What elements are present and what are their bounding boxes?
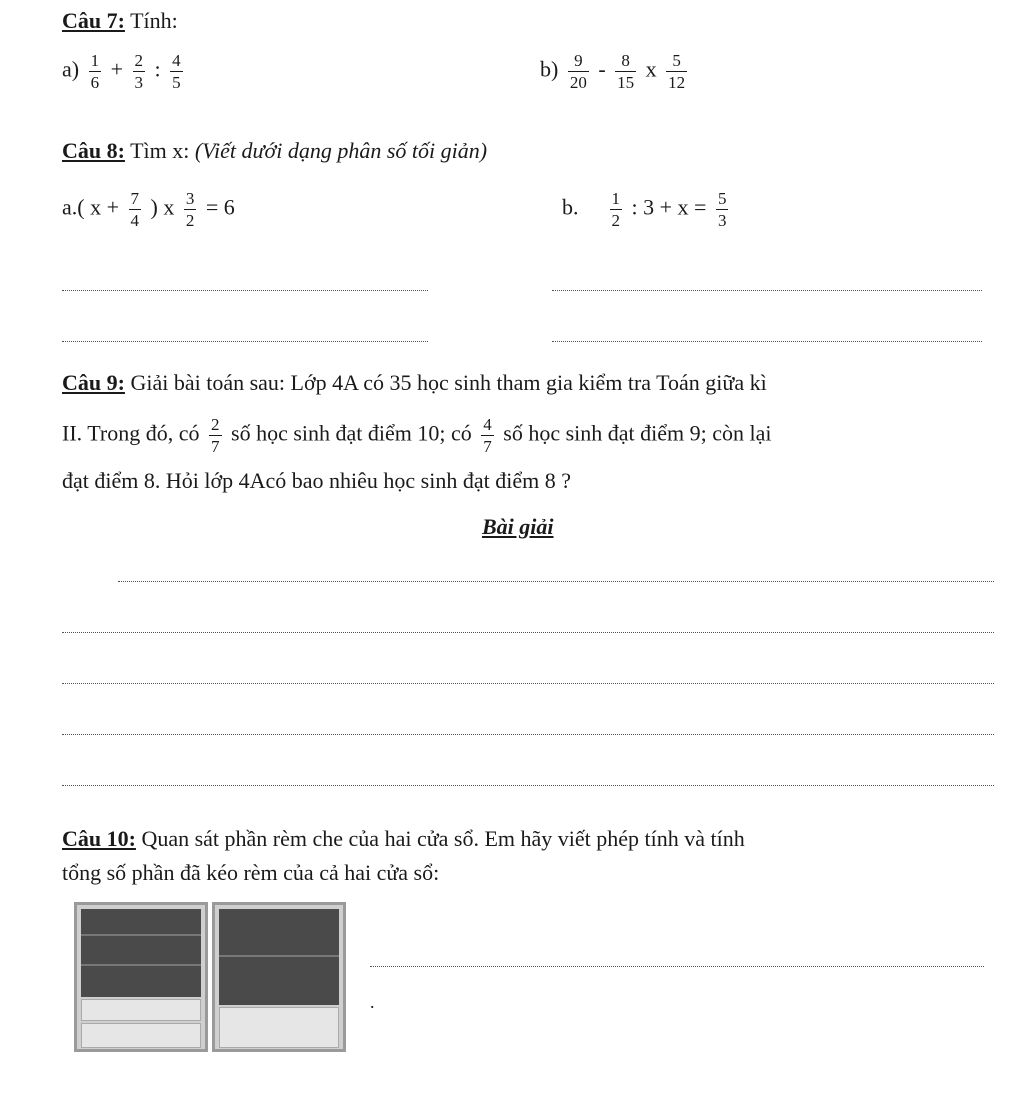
fraction-numerator: 2 [211,415,220,434]
q8-part-a [62,190,235,229]
fraction-bar [170,71,183,72]
curtain [81,909,201,997]
answer-line[interactable] [62,632,994,633]
fraction-denominator: 3 [717,211,727,230]
q8-text: Tìm x: [130,138,190,163]
q9-line3 [62,468,571,494]
fraction-numerator: 7 [130,189,139,208]
q8-label: Câu 8: [62,138,125,163]
window-left [74,902,208,1052]
q9-text: số học sinh đạt điểm 9; còn lại [503,420,772,446]
curtain-fold [219,955,339,957]
q7-part-b [540,52,691,91]
fraction-denominator: 2 [611,211,620,230]
fraction-bar [89,71,102,72]
fraction-denominator: 2 [185,211,195,230]
fraction-bar [129,209,142,210]
q7-title [62,8,178,34]
q8b-prefix: b. [562,194,579,220]
fraction-denominator: 7 [483,437,492,456]
fraction-numerator: 3 [185,189,195,208]
fraction-numerator: 5 [672,51,681,70]
fraction-denominator: 15 [617,73,635,92]
window-pane [81,1023,201,1048]
fraction [716,190,729,229]
trailing-mark: . [370,992,375,1012]
fraction-bar [481,435,494,436]
answer-line[interactable] [62,683,994,684]
window-pane [81,999,201,1021]
fraction-bar [184,209,197,210]
fraction-bar [610,209,623,210]
answer-line[interactable] [62,785,994,786]
answer-line[interactable] [552,290,982,291]
q9-line2 [62,416,772,455]
q10-line2 [62,860,439,886]
operator: + [110,56,124,82]
q8-title [62,138,487,164]
q9-text: II. Trong đó, có [62,420,200,446]
fraction [170,52,183,91]
fraction-bar [666,71,687,72]
fraction-denominator: 12 [668,73,686,92]
fraction [129,190,142,229]
q7-part-a [62,52,187,91]
solution-heading: Bài giải [482,514,554,539]
curtain [219,909,339,1005]
fraction-denominator: 3 [134,73,144,92]
q8a-end: = 6 [205,194,235,220]
answer-line[interactable] [370,966,984,967]
fraction [133,52,146,91]
operator: - [598,56,606,82]
fraction-denominator: 5 [172,73,181,92]
fraction-denominator: 7 [211,437,220,456]
fraction [481,416,494,455]
fraction-denominator: 6 [90,73,100,92]
q7-text: Tính: [130,8,178,33]
operator: : [154,56,161,82]
fraction [184,190,197,229]
q8-part-b [562,190,732,229]
answer-line[interactable] [552,341,982,342]
fraction-numerator: 5 [717,189,727,208]
answer-line[interactable] [118,581,994,582]
fraction [89,52,102,91]
fraction-bar [716,209,729,210]
q8a-prefix: a.( x + [62,194,119,220]
q8a-mid: ) x [150,194,175,220]
fraction-numerator: 1 [611,189,620,208]
q7b-prefix: b) [540,56,559,82]
fraction-denominator: 20 [569,73,587,92]
q10-label: Câu 10: [62,826,136,851]
fraction-numerator: 2 [134,51,144,70]
fraction [568,52,589,91]
q10-text-line1: Quan sát phần rèm che của hai cửa sổ. Em hãy viết phép tính và tính [141,826,745,851]
q8b-mid: : 3 + x = [631,194,707,220]
fraction [615,52,636,91]
curtain-fold [81,934,201,936]
fraction-numerator: 8 [621,51,630,70]
answer-line[interactable] [62,734,994,735]
fraction-numerator: 4 [172,51,181,70]
fraction-numerator: 9 [574,51,583,70]
q9-label: Câu 9: [62,370,125,395]
q9-text-line1: Giải bài toán sau: Lớp 4A có 35 học sinh tham gia kiểm tra Toán giữa kì [130,370,767,395]
fraction-denominator: 4 [130,211,139,230]
q9-text-line3: đạt điểm 8. Hỏi lớp 4Acó bao nhiêu học sinh đạt điểm 8 ? [62,468,571,493]
fraction-bar [209,435,222,436]
window-pane [219,1007,339,1048]
fraction-bar [615,71,636,72]
q9-line1 [62,370,767,396]
fraction [666,52,687,91]
q10-text-line2: tổng số phần đã kéo rèm của cả hai cửa sổ: [62,860,440,885]
q7-label: Câu 7: [62,8,125,33]
fraction-numerator: 4 [483,415,492,434]
q7a-prefix: a) [62,56,80,82]
answer-line[interactable] [62,290,428,291]
q9-text: số học sinh đạt điểm 10; có [231,420,472,446]
fraction-numerator: 1 [90,51,100,70]
q10-line1 [62,826,745,852]
fraction [610,190,623,229]
fraction-bar [133,71,146,72]
fraction-bar [568,71,589,72]
window-right [212,902,346,1052]
q8-note: (Viết dưới dạng phân số tối giản) [194,138,488,163]
curtain-fold [81,964,201,966]
answer-line[interactable] [62,341,428,342]
fraction [209,416,222,455]
operator: x [645,56,657,82]
